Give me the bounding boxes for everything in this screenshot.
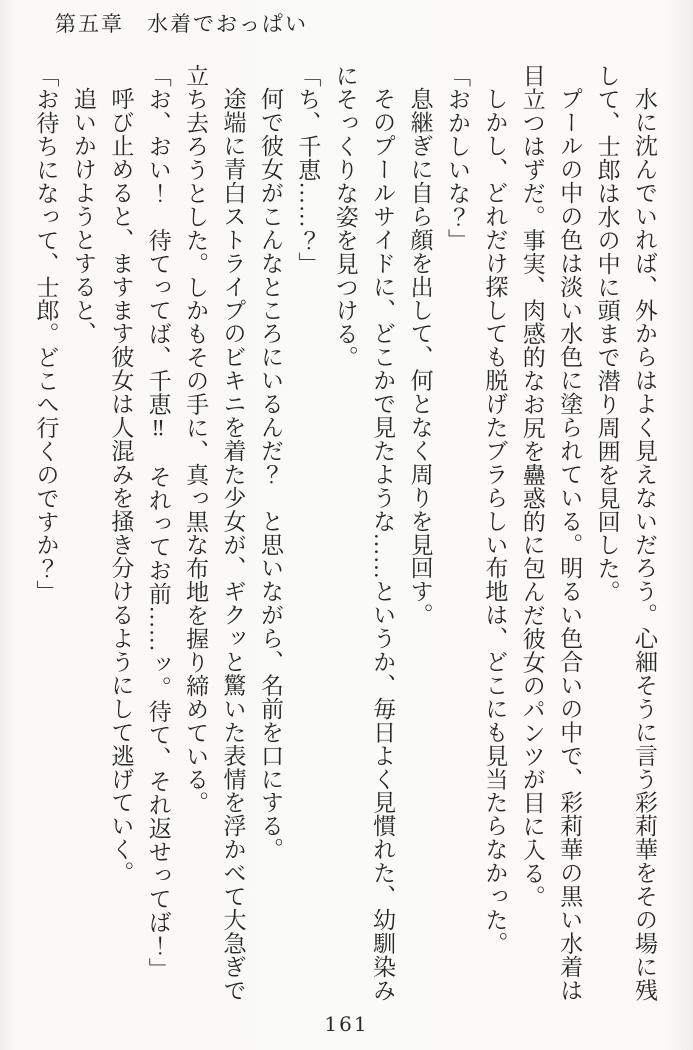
paragraph: プールの中の色は淡い水色に塗られている。明るい色合いの中で、彩莉華の黒い水着は目立つはずだ。事実、肉感的なお尻を蠱惑的に包んだ彼女のパンツが目に入る。 <box>519 64 583 1002</box>
paragraph: 追いかけようとすると、 <box>70 87 96 345</box>
paragraph: しかし、どれだけ探しても脱げたブラらしい布地は、どこにも見当たらなかった。 <box>482 87 508 955</box>
chapter-header: 第五章 水着でおっぱい <box>55 12 308 36</box>
page-number: 161 <box>324 1012 369 1036</box>
paragraph: 息継ぎに自ら顔を出して、何となく周りを見回す。 <box>407 87 433 627</box>
paragraph: 何で彼女がこんなところにいるんだ？ と思いながら、名前を口にする。 <box>257 87 283 861</box>
paragraph: 「お、おい！ 待てってば、千恵‼ それってお前……ッ。待て、それ返せってば！」 <box>145 64 171 981</box>
paragraph: そのプールサイドに、どこかで見たような……というか、毎日よく見慣れた、幼馴染みにそっくりな姿を見つける。 <box>332 64 396 1002</box>
body-text <box>23 64 663 1006</box>
paragraph: 「おかしいな？」 <box>444 64 470 252</box>
paragraph: 「ち、千恵……？」 <box>295 64 321 276</box>
paragraph: 「お待ちになって、士郎。どこへ行くのですか？」 <box>33 64 59 604</box>
paragraph: 呼び止めると、ますます彼女は人混みを掻き分けるようにして逃げていく。 <box>108 87 134 885</box>
paragraph: 途端に青白ストライプのビキニを着た少女が、ギクッと驚いた表情を浮かべて大急ぎで立ち去ろうとした。しかもその手に、真っ黒な布地を握り締めている。 <box>183 64 246 1002</box>
paragraph: 水に沈んでいれば、外からはよく見えないだろう。心細そうに言う彩莉華をその場に残して、士郎は水の中に頭まで潜り周囲を見回した。 <box>594 64 657 1002</box>
